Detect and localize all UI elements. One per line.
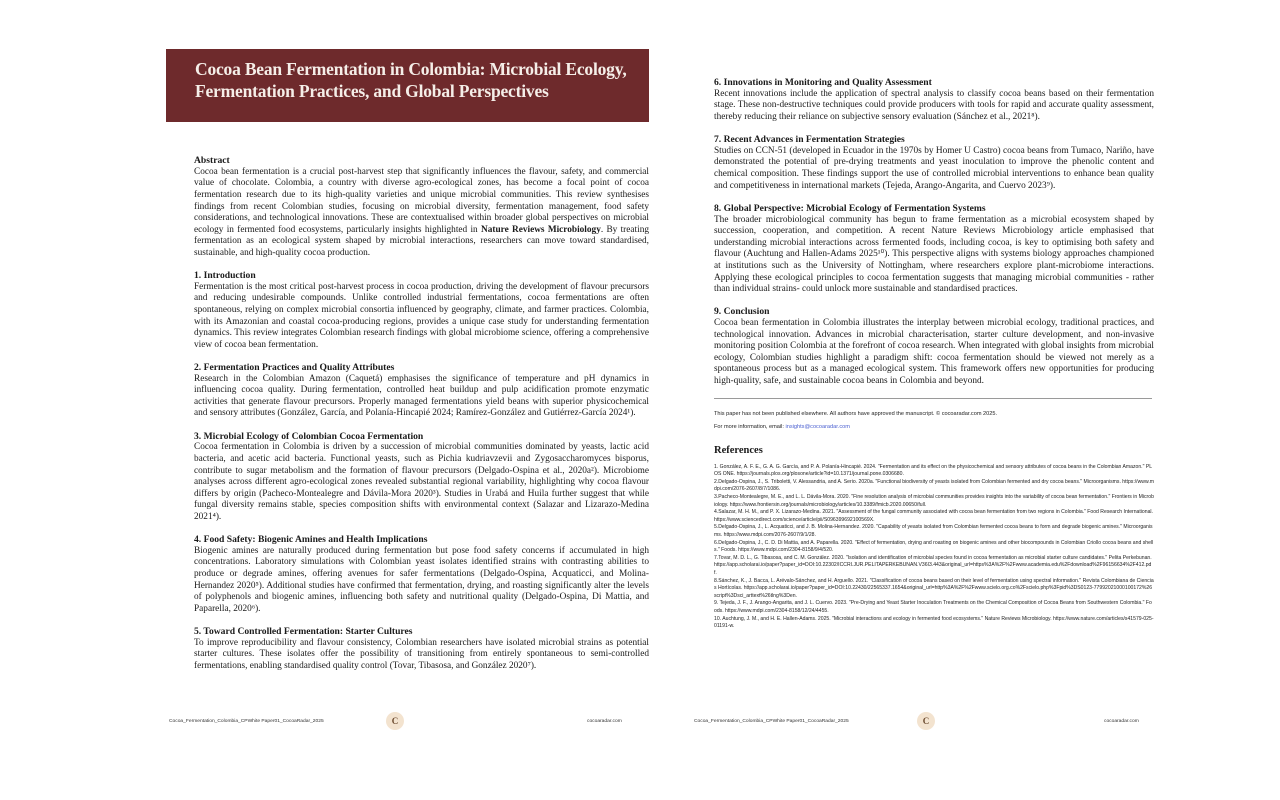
reference-item: 2.Delgado-Ospina, J., S. Triboletti, V. Alessandria, and A. Serio. 2020a. "Functional biodiversity of yeasts isolated from Colombian fermented and dry cocoa beans." Microorganisms. https://www.mdpi.com/2076-2607/8/7/1086. xyxy=(714,478,1155,493)
section-starter-cultures xyxy=(194,626,649,673)
divider xyxy=(714,398,1152,399)
reference-item: 9. Tejeda, J. F., J. Arango-Angarita, and J. L. Cuervo. 2023. "Pre-Drying and Yeast Starter Inoculation Treatments on the Chemical Composition of Cocoa Beans from Southwestern Colombia." Foods. https://www.mdpi.com/2304-8158/12/24/4455. xyxy=(714,600,1152,614)
references-heading: References xyxy=(714,445,763,457)
section-heading: 8. Global Perspective: Microbial Ecology of Fermentation Systems xyxy=(714,202,986,214)
reference-item: 1. González, A. F. E., G. A. G. García, and P. A. Polanía-Hincapié. 2024. "Fermentation and its effect on the physicochemical and sensory attributes of cocoa beans in the Colombian Amazon." PLOS ONE. https://journals.plos.org/plosone/article?id=10.1371/journal.pone.0306680. xyxy=(714,463,1153,478)
section-body: The broader microbiological community has begun to frame fermentation as a microbial ecosystem shaped by succession, cooperation, and competition. A recent Nature Reviews Microbiology article emphasised that understanding microbial interactions across fermented foods, including cocoa, is key to optimising both safety and flavour (Auchtung and Hallen-Adams 2025¹⁰). This perspective aligns with systems biology approaches championed at institutions such as the University of Nottingham, where researchers explore plant-microbiome interactions. Applying these ecological principles to cocoa fermentation suggests that managing microbial communities - rather than individual strains- could unlock more sustainable and standardised practices. xyxy=(714,214,1154,295)
abstract-text-part2: . By treating fermentation as an ecological system shaped by microbial interactions, researchers can move toward standardised, sustainable, and high-quality cocoa production. xyxy=(194,224,649,258)
section-body: Recent innovations include the application of spectral analysis to classify cocoa beans based on their fermentation stage. These non-destructive techniques could provide producers with tools for rapid and accurate quality assessment, thereby reducing their reliance on subjective sensory evaluation (Sánchez et al., 2021⁸). xyxy=(714,88,1154,122)
reference-item: 6.Delgado-Ospina, J., C. D. Di Mattia, and A. Paparella. 2020. "Effect of fermentation, drying and roasting on biogenic amines and other biocompounds in Colombian Criollo cocoa beans and shells." Foods. https://www.mdpi.com/2304-8158/9/4/520. xyxy=(714,539,1154,554)
abstract-journal-name: Nature Reviews Microbiology xyxy=(481,224,601,235)
footer-filename: Cocoa_Fermentation_Colombia_CPWhite Paper01_CocoaRadar_2025 xyxy=(169,719,324,724)
section-body: Cocoa bean fermentation in Colombia illustrates the interplay between microbial ecology, traditional practices, and technological innovation. Advances in microbial characterisation, starter culture development, and non-invasive monitoring position Colombia at the forefront of cocoa research. When integrated with global insights from microbial ecology, Colombian studies highlight a paradigm shift: cocoa fermentation should be viewed not merely as a spontaneous process but as a managed ecological system. This framework offers new opportunities for producing high-quality, safe, and sustainable cocoa beans in Colombia and beyond. xyxy=(714,318,1154,386)
cocoa-radar-seal-icon: C xyxy=(917,712,935,730)
section-heading: 6. Innovations in Monitoring and Quality Assessment xyxy=(714,77,932,88)
footer-filename: Cocoa_Fermentation_Colombia_CPWhite Paper01_CocoaRadar_2025 xyxy=(694,719,849,724)
section-introduction xyxy=(194,270,649,351)
document-page-1 xyxy=(155,0,655,800)
section-recent-advances xyxy=(714,134,1154,192)
right-column xyxy=(714,77,1154,631)
section-heading: 5. Toward Controlled Fermentation: Starter Cultures xyxy=(194,625,413,637)
reference-item: 10. Auchtung, J. M., and H. E. Hallen-Adams. 2025. "Microbial interactions and ecology in fermented food ecosystems." Nature Reviews Microbiology. https://www.nature.com/articles/s41579-025-01191-w. xyxy=(714,615,1154,630)
section-body: Research in the Colombian Amazon (Caquetá) emphasises the significance of temperature and pH dynamics in influencing cocoa quality. During fermentation, controlled heat buildup and pulp acidification promote enzymatic activities that generate flavour precursors. Properly managed fermentations yield beans with superior physicochemical and sensory attributes (González, García, and Polanía-Hincapié 2024; Ramírez-González and Gutiérrez-García 2024¹). xyxy=(194,373,649,419)
section-food-safety xyxy=(194,534,649,615)
reference-item: 8.Sánchez, K., J. Bacca, L. Arévalo-Sánchez, and H. Arguello. 2021. "Classification of cocoa beans based on their level of fermentation using spectral information." Revista Colombiana de Ciencias Hortícolas. https://app.scholarai.io/paper?paper_id=DOI:10.22430/22565337.1654&original_url=http%3A%2F%2Fwww.scielo.org.co%2Fscielo.php%3Fpid%3DS0123-77992021000100172%26script%3Dsci_arttext%26tlng%3Den. xyxy=(714,577,1154,599)
section-body: Biogenic amines are naturally produced during fermentation but pose food safety concerns if accumulated in high concentrations. Laboratory simulations with Colombian yeast isolates identified strains with contrasting abilities to produce or degrade amines, offering avenues for safer fermentations (Delgado-Ospina, Acquaticci, and Molina-Hernandez 2020⁵). Additional studies have confirmed that fermentation, drying, and roasting significantly alter the levels of polyphenols and biogenic amines, influencing both safety and nutritional quality (Delgado-Ospina, Di Mattia, and Paparella, 2020⁶). xyxy=(194,545,649,614)
section-heading: 1. Introduction xyxy=(194,270,256,282)
title-banner xyxy=(166,49,649,122)
contact-email-link[interactable]: insights@cocoaradar.com xyxy=(785,423,850,430)
section-fermentation-practices xyxy=(194,362,649,420)
left-column xyxy=(194,155,649,683)
contact-line xyxy=(714,421,1154,434)
section-body: To improve reproducibility and flavour consistency, Colombian researchers have isolated microbial strains as potential starter cultures. These isolates offer the possibility of transitioning from entirely spontaneous to semi-controlled fermentations, enabling standardised quality control (Tovar, Tibasosa, and González 2020⁷). xyxy=(194,637,649,671)
footer-site: cocoaradar.com xyxy=(1104,719,1139,724)
section-heading: 3. Microbial Ecology of Colombian Cocoa Fermentation xyxy=(194,430,424,442)
section-global-perspective xyxy=(714,203,1154,296)
reference-item: 3.Pacheco-Montealegre, M. E., and L. L. Dávila-Mora. 2020. "Fine resolution analysis of microbial communities provides insights into the variability of cocoa bean fermentation." Frontiers in Microbiology. https://www.frontiersin.org/journals/microbiology/articles/10.3389/fmicb.2020.00650/full. xyxy=(714,494,1154,508)
abstract-text xyxy=(194,167,649,260)
abstract-section xyxy=(194,155,649,260)
section-body: Cocoa fermentation in Colombia is driven by a succession of microbial communities dominated by yeasts, lactic acid bacteria, and acetic acid bacteria. Functional yeasts, such as Pichia kudriavzevii and Zygosaccharomyces bisporus, contribute to sugar metabolism and the formation of flavour precursors (Delgado-Ospina et al., 2020a²). Microbiome analyses across different agro-ecological zones revealed substantial regional variability, highlighting why cocoa flavour differs by origin (Pacheco-Montealegre and Dávila-Mora 2020³). Studies in Urabá and Huila further suggest that while fungal diversity remains stable, species composition shifts with environmental context (Salazar and Lizarazo-Medina 2021⁴). xyxy=(194,442,649,522)
section-heading: 2. Fermentation Practices and Quality Attributes xyxy=(194,361,395,373)
references-list xyxy=(714,464,1154,631)
section-body: Studies on CCN-51 (developed in Ecuador in the 1970s by Homer U Castro) cocoa beans from Tumaco, Nariño, have demonstrated the potential of pre-drying treatments and yeast inoculation to improve the phenolic content and chemical composition. These findings support the use of controlled microbial interventions to enhance bean quality and competitiveness in international markets (Tejeda, Arango-Angarita, and Cuervo 2023⁹). xyxy=(714,145,1154,191)
footer-site: cocoaradar.com xyxy=(587,719,622,724)
contact-label: For more information, email: xyxy=(714,423,786,430)
abstract-heading: Abstract xyxy=(194,155,230,166)
cocoa-radar-seal-icon: C xyxy=(386,712,404,730)
section-body: Fermentation is the most critical post-harvest process in cocoa production, driving the development of flavour precursors and reducing undesirable compounds. Unlike controlled industrial fermentations, cocoa fermentations are often spontaneous, relying on complex microbial consortia influenced by geography, climate, and farmer practices. Colombia, with its Amazonian and coastal cocoa-producing regions, provides a unique case study for understanding fermentation dynamics. This review integrates Colombian research findings with global microbiome science, offering a comprehensive view of cocoa bean fermentation. xyxy=(194,281,649,350)
reference-item: 7.Tovar, M. D. L., G. Tibasosa, and C. M. González. 2020. "Isolation and identification of microbial species found in cocoa fermentation as microbial starter culture candidates." Pelita Perkebunan. https://app.scholarai.io/paper?paper_id=DOI:10.22302/ICCRI.JUR.PELITAPERKEBUNAN.V36I3.443&original_url=https%3A%2F%2Fwww.academia.edu%2Fdownload%2F96156634%2F412.pdf. xyxy=(714,554,1152,576)
section-conclusion xyxy=(714,306,1154,387)
section-microbial-ecology xyxy=(194,431,649,524)
section-heading: 7. Recent Advances in Fermentation Strategies xyxy=(714,134,905,146)
reference-item: 4.Salazar, M. H. M., and P. X. Lizarazo-Medina. 2021. "Assessment of the fungal community associated with cocoa bean fermentation from two regions in Colombia." Food Research International. https://www.sciencedirect.com/science/article/pii/S096399692100569X. xyxy=(714,509,1153,523)
document-title: Cocoa Bean Fermentation in Colombia: Microbial Ecology, Fermentation Practices, and Global Perspectives xyxy=(195,59,627,101)
section-heading: 4. Food Safety: Biogenic Amines and Health Implications xyxy=(194,534,428,546)
reference-item: 5.Delgado-Ospina, J., L. Acquaticci, and J. B. Molina-Hernandez. 2020. "Capability of yeasts isolated from Colombian fermented cocoa beans to form and degrade biogenic amines." Microorganisms. https://www.mdpi.com/2076-2607/9/1/28. xyxy=(714,524,1153,538)
section-innovations xyxy=(714,77,1154,124)
abstract-text-part1: Cocoa bean fermentation is a crucial post-harvest step that significantly influences the flavour, safety, and commercial value of chocolate. Colombia, a country with diverse agro-ecological zones, has become a focal point of cocoa fermentation research due to its high-quality varieties and unique microbial communities. This review synthesises findings from recent Colombian studies, focusing on microbial diversity, fermentation management, food safety considerations, and technological innovations. These are contextualised within broader global perspectives on microbial ecology in fermented food ecosystems, particularly insights highlighted in xyxy=(194,166,649,235)
section-heading: 9. Conclusion xyxy=(714,306,770,318)
publication-notice: This paper has not been published elsewhere. All authors have approved the manuscript. © cocoaradar.com 2025. xyxy=(714,411,998,418)
document-page-2 xyxy=(680,0,1170,800)
